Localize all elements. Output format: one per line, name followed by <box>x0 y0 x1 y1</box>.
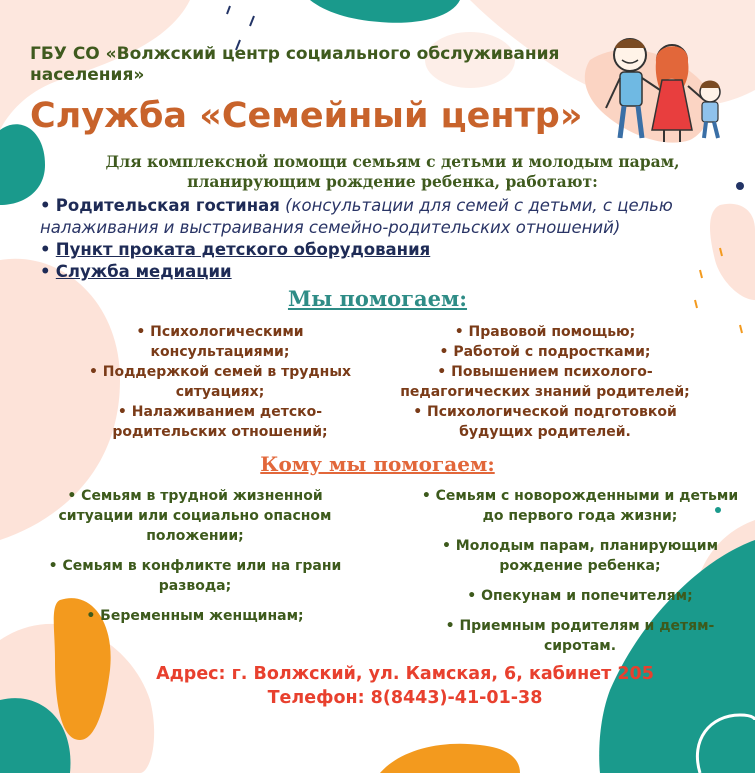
list-item: • Молодым парам, планирующим рождение ребенка; <box>441 538 719 574</box>
intro-text: Для комплексной помощи семьям с детьми и молодым парам, планирующим рождение ребенка, работают: <box>105 152 680 191</box>
whom-we-help-right-column <box>420 486 740 666</box>
list-item: • Повышением психолого-педагогических знаний родителей; <box>400 364 690 400</box>
dark-dot <box>736 182 744 190</box>
list-item: • Правовой помощью; <box>454 324 636 340</box>
list-item: • Беременным женщинам; <box>86 608 304 624</box>
bullet: • <box>40 196 51 215</box>
list-item: • Семьям в трудной жизненной ситуации или социально опасном положении; <box>58 488 332 544</box>
list-item: • Психологической подготовкой будущих родителей. <box>413 404 677 440</box>
list-item: • Семьям с новорожденными и детьми до первого года жизни; <box>421 488 739 524</box>
bullet: • <box>40 262 51 281</box>
organization-name: ГБУ СО «Волжский центр социального обслуживания населения» <box>30 44 560 85</box>
phone-text[interactable]: Телефон: 8(8443)-41-01-38 <box>267 688 543 708</box>
orange-blob-bottom <box>380 744 520 773</box>
service-item <box>40 261 730 283</box>
list-item: • Психологическими консультациями; <box>136 324 304 360</box>
whom-we-help-left-column <box>30 486 360 636</box>
service-item <box>40 195 730 239</box>
whom-we-help-heading: Кому мы помогаем: <box>260 452 495 476</box>
we-help-right-column <box>385 322 705 442</box>
service-item <box>40 239 730 261</box>
bullet: • <box>40 240 51 259</box>
services-list <box>40 195 730 283</box>
list-item: • Семьям в конфликте или на грани развода; <box>48 558 342 594</box>
address-text: Адрес: г. Волжский, ул. Камская, 6, кабинет 205 <box>156 664 654 684</box>
list-item: • Работой с подростками; <box>439 344 651 360</box>
contacts <box>100 662 710 710</box>
service-description: (консультации для семей с детьми, с целью налаживания и выстраивания семейно-родительских отношений) <box>40 196 673 237</box>
we-help-left-column <box>70 322 370 442</box>
service-name: Родительская гостиная <box>55 196 280 215</box>
page-title: Служба «Семейный центр» <box>30 96 583 136</box>
list-item: • Приемным родителям и детям-сиротам. <box>445 618 715 654</box>
service-link-mediation[interactable]: Служба медиации <box>55 262 232 281</box>
list-item: • Опекунам и попечителям; <box>467 588 693 604</box>
list-item: • Налаживанием детско-родительских отношений; <box>112 404 328 440</box>
we-help-heading: Мы помогаем: <box>287 286 468 311</box>
list-item: • Поддержкой семей в трудных ситуациях; <box>88 364 352 400</box>
service-link-equipment-rental[interactable]: Пункт проката детского оборудования <box>55 240 431 259</box>
teal-blob-top <box>310 0 460 23</box>
